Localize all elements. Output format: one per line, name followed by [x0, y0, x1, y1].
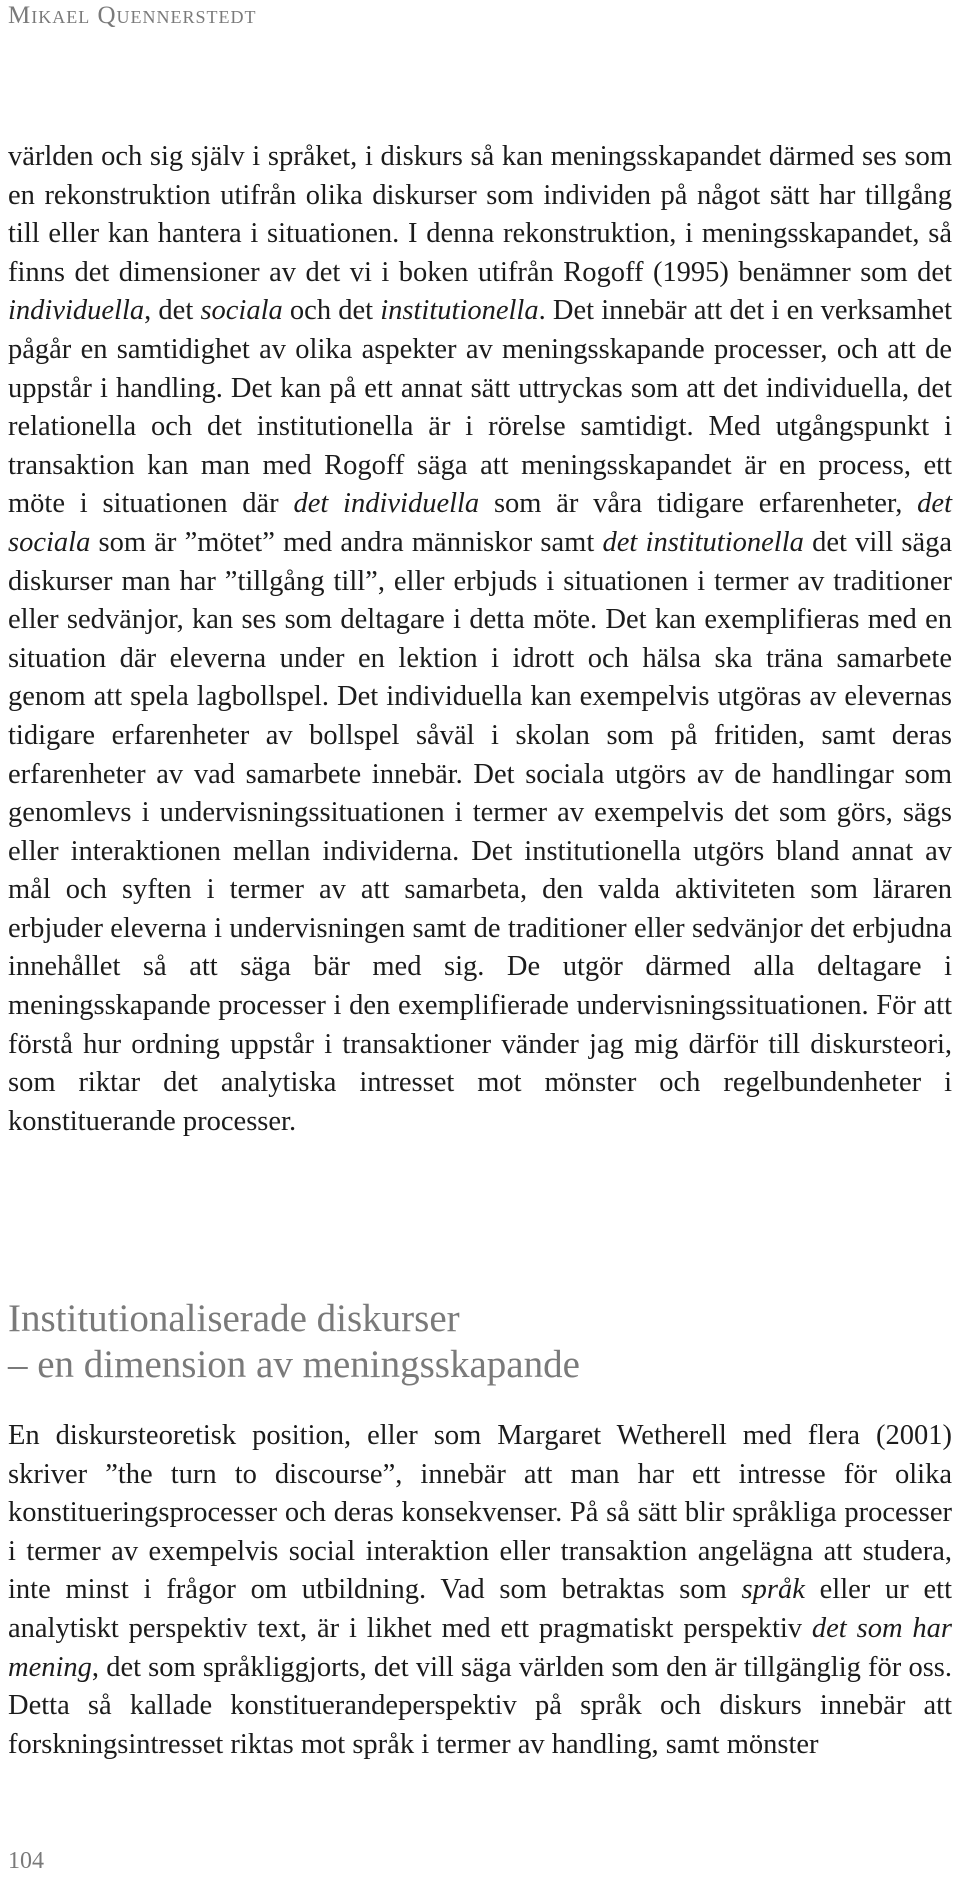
- text-run: och det: [282, 295, 381, 327]
- italic-run: det individuella: [293, 488, 480, 520]
- body-paragraph-1: [8, 138, 952, 1141]
- italic-run: det som har mening: [8, 1612, 952, 1683]
- section-heading-line-1: Institutionaliserade diskurser: [8, 1297, 460, 1340]
- text-run: En diskursteoretisk position, eller som Margaret Wetherell med flera (2001) skriver ”the turn to discourse”, innebär att man har ett intresse för olika konstitueringsprocesser och deras konsekvenser. På så sätt blir språkliga processer i termer av exempelvis social interaktion eller transaktion angelägna att studera, inte minst i frågor om utbildning. Vad som betraktas som: [8, 1420, 952, 1606]
- italic-run: individuella: [8, 295, 145, 327]
- italic-run: det sociala: [8, 488, 952, 558]
- text-run: eller ur ett analytiskt perspektiv text, är i likhet med ett pragmatiskt perspektiv: [8, 1574, 952, 1644]
- text-run: världen och sig själv i språket, i diskurs så kan meningsskapandet därmed ses som en rekonstruktion utifrån olika diskurser som individen på något sätt har tillgång till eller kan hantera i situationen. I denna rekonstruktion, i meningsskapandet, så finns det dimensioner av det vi i boken utifrån Rogoff (1995) benämner som det: [8, 141, 952, 288]
- text-run: . Det innebär att det i en verksamhet pågår en samtidighet av olika aspekter av meningsskapande processer, och att de uppstår i handling. Det kan på ett annat sätt uttryckas som att det individuella, det relationella och det institutionella är i rörelse samtidigt. Med utgångspunkt i transaktion kan man med Rogoff säga att meningsskapandet är en process, ett möte i situationen där: [8, 295, 953, 520]
- text-run: som är ”mötet” med andra människor samt: [90, 526, 603, 558]
- italic-run: institutionella: [380, 295, 539, 327]
- section-heading: [8, 1296, 580, 1388]
- body-paragraph-2: [8, 1417, 952, 1764]
- page-number: 104: [8, 1848, 44, 1874]
- italic-run: språk: [741, 1574, 805, 1606]
- italic-run: sociala: [200, 295, 283, 327]
- text-run: , det: [144, 295, 201, 327]
- text-run: det vill säga diskurser man har ”tillgång till”, eller erbjuds i situationen i termer av traditioner eller sedvänjor, kan ses som deltagare i detta möte. Det kan exemplifieras med en situation där eleverna under en lektion i idrott och hälsa ska träna samarbete genom att spela lagbollspel. Det individuella kan exempelvis utgöras av elevernas tidigare erfarenheter av bollspel såväl i skolan som på fritiden, samt deras erfarenheter av vad samarbete innebär. Det sociala utgörs av de handlingar som genomlevs i undervisningssituationen i termer av exempelvis det som görs, sägs eller interaktionen mellan individerna. Det institutionella utgörs bland annat av mål och syften i termer av att samarbeta, den valda aktiviteten som läraren erbjuder eleverna i undervisningen samt de traditioner eller sedvänjor det erbjudna innehållet så att säga bär med sig. De utgör därmed alla deltagare i meningsskapande processer i den exemplifierade undervisningssituationen. För att förstå hur ordning uppstår i transaktioner vänder jag mig därför till diskursteori, som riktar det analytiska intresset mot mönster och regelbundenheter i konstituerande processer.: [8, 526, 953, 1137]
- text-run: , det som språkliggjorts, det vill säga världen som den är tillgänglig för oss. Detta så kallade konstituerandeperspektiv på språk och diskurs innebär att forskningsintresset riktas mot språk i termer av handling, samt mönster: [8, 1651, 952, 1760]
- italic-run: det institutionella: [602, 526, 804, 558]
- section-heading-line-2: – en dimension av meningsskapande: [8, 1343, 580, 1386]
- running-head: Mikael Quennerstedt: [8, 2, 257, 29]
- text-run: som är våra tidigare erfarenheter,: [479, 488, 918, 520]
